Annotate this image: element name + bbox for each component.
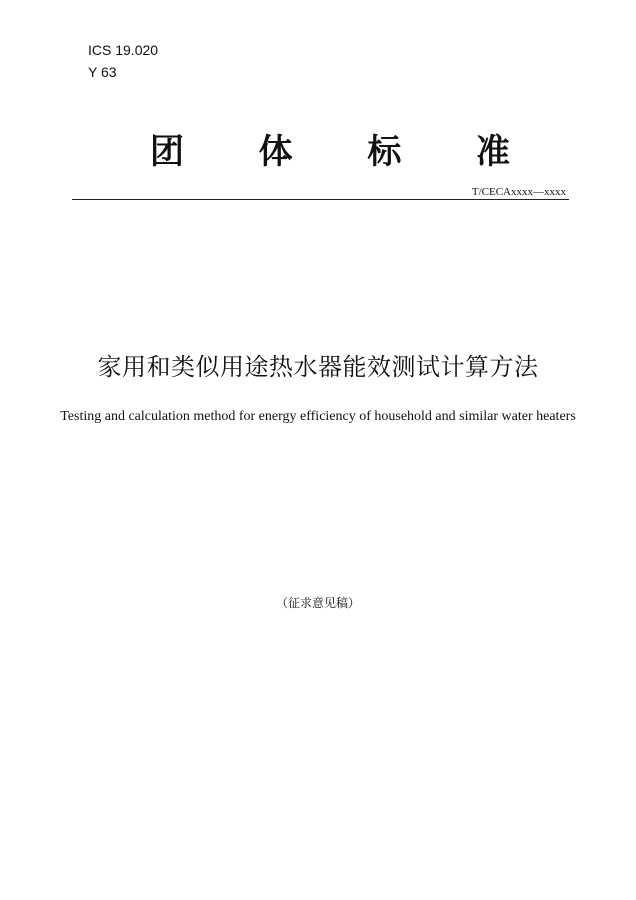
title-chinese: 家用和类似用途热水器能效测试计算方法 (97, 353, 539, 381)
standard-type-char: 体 (258, 132, 293, 172)
classification-code: Y 63 (88, 64, 117, 80)
standard-number: T/CECAxxxx—xxxx (471, 186, 566, 198)
title-english: Testing and calculation method for energy efficiency of household and similar water heaters (60, 409, 576, 424)
standard-type-heading (150, 124, 510, 173)
standard-type-char: 团 (150, 132, 184, 172)
ics-code: ICS 19.020 (88, 42, 159, 58)
draft-status-note: （征求意见稿） (275, 596, 360, 610)
standard-type-char: 标 (367, 132, 402, 172)
header-divider (72, 199, 569, 200)
standard-type-char: 准 (475, 132, 510, 172)
